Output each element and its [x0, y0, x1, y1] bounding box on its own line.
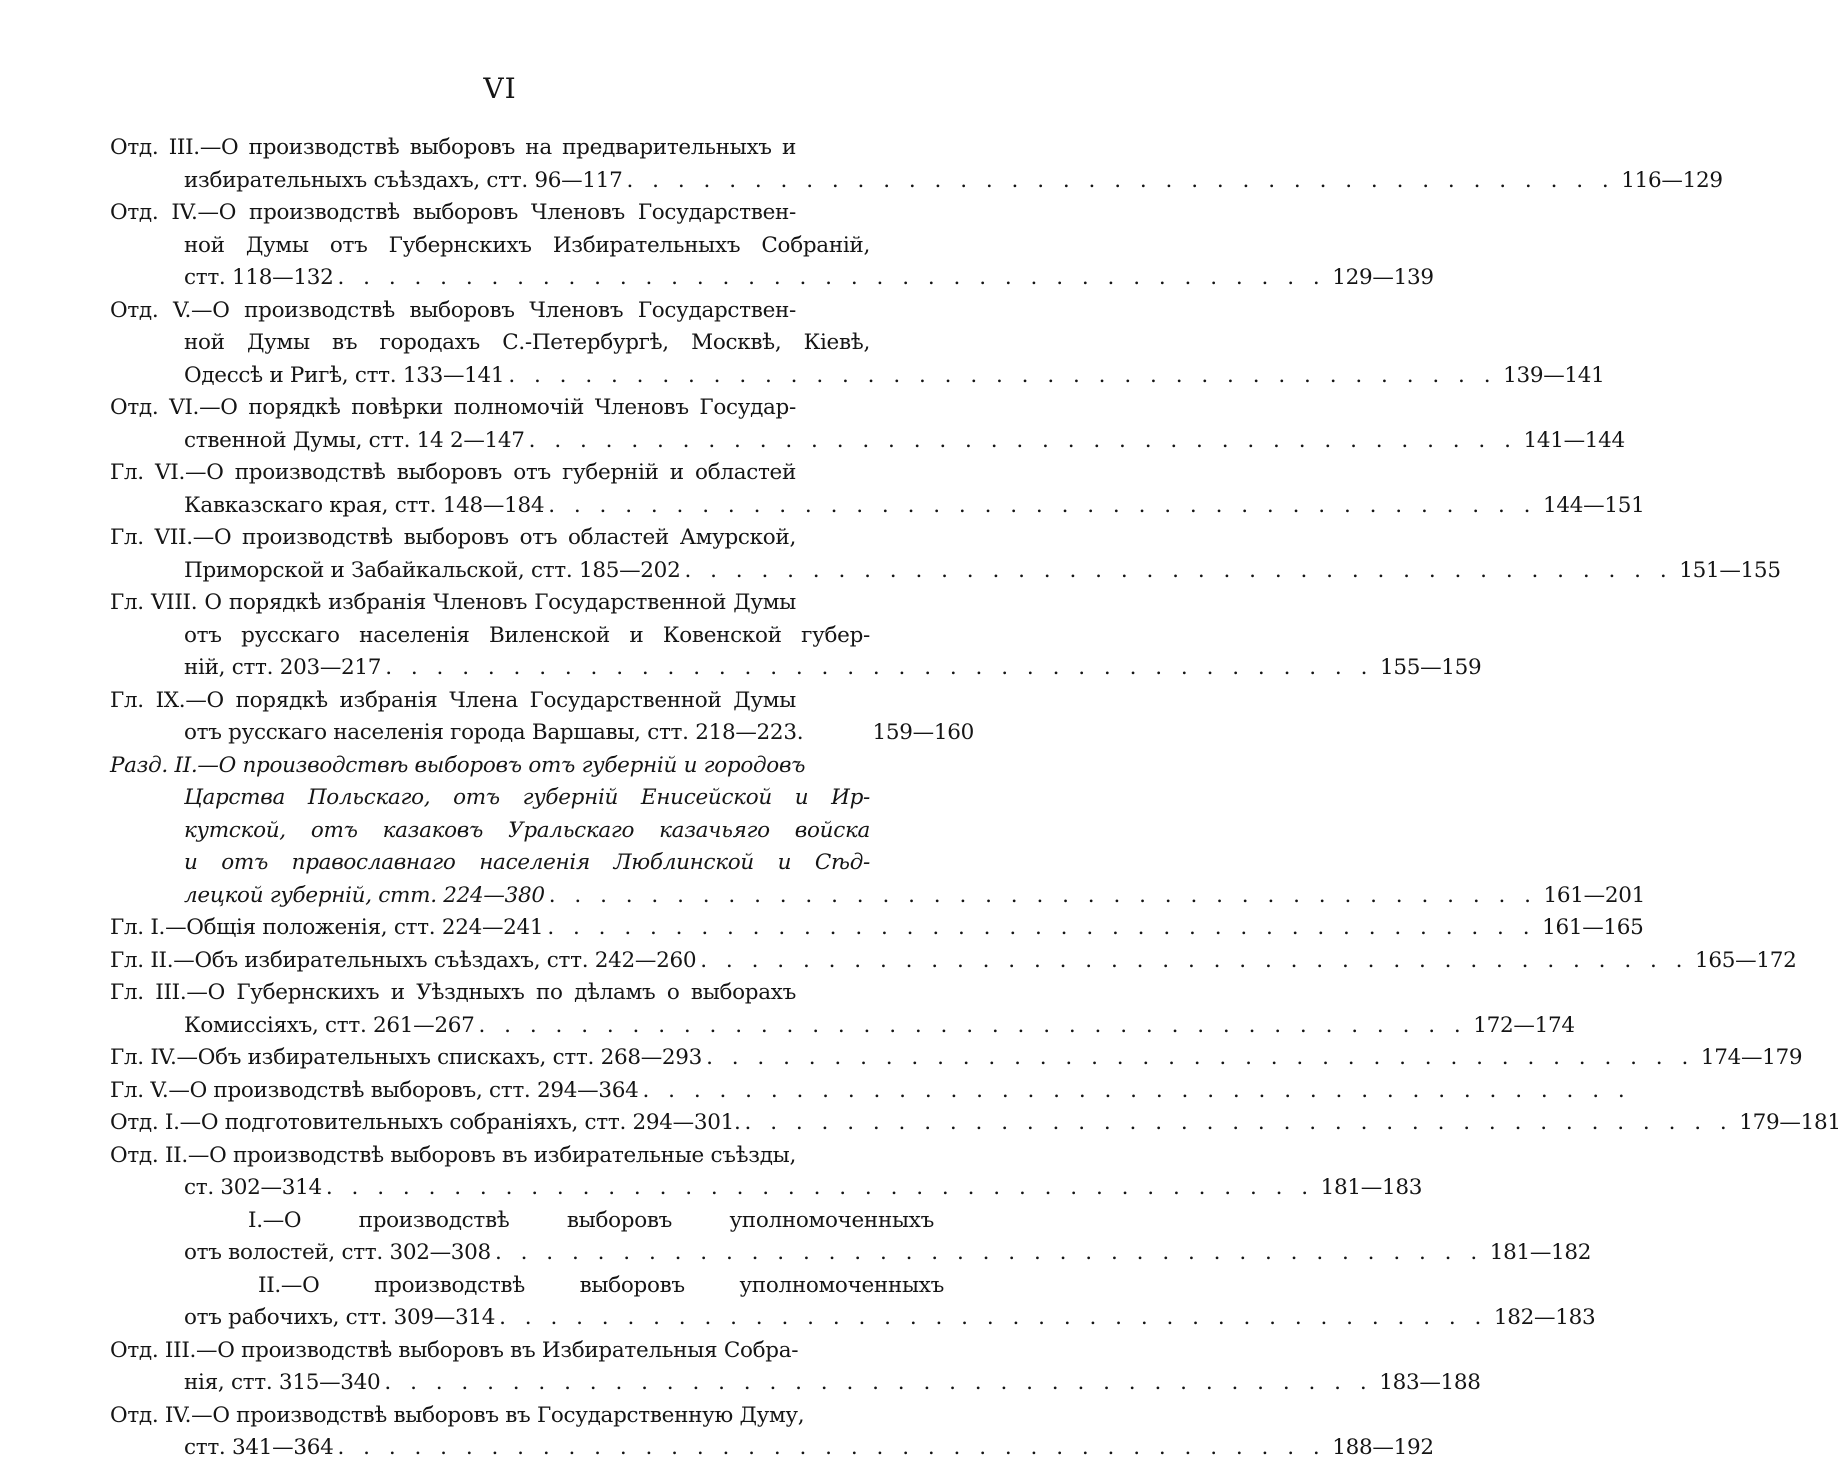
entry-text-line: ной Думы отъ Губернскихъ Избирательныхъ Собраній,: [184, 232, 870, 258]
leader-dots: . . . . . . . . . . . . . . . . . . . . . . . . . . . . . . . . . . . . . . .: [744, 1110, 1733, 1135]
page-range: 116—129: [1621, 167, 1723, 193]
leader-dots: . . . . . . . . . . . . . . . . . . . . . . . . . . . . . . . . . . . . . . .: [478, 1012, 1467, 1038]
entry-text-line: Гл. I.—Общія положенія, стт. 224—241: [110, 915, 544, 940]
page-range: 139—141: [1503, 362, 1605, 388]
leader-dots: . . . . . . . . . . . . . . . . . . . . . . . . . . . . . . . . . . . . . . .: [337, 1435, 1326, 1460]
entry-text-line: Кавказскаго края, стт. 148—184: [184, 492, 545, 518]
page-range: 181—182: [1489, 1240, 1592, 1265]
page-range: 174—179: [1700, 1045, 1803, 1070]
toc-entry: [110, 1205, 1592, 1270]
toc-entry: [110, 197, 1434, 295]
entry-text-line: Гл. IV.—Объ избирательныхъ спискахъ, стт. 268—293: [110, 1045, 703, 1070]
toc-entry: [110, 750, 1645, 913]
leader-dots: . . . . . . . . . . . . . . . . . . . . . . . . . . . . . . . . . . . . . . .: [548, 882, 1537, 908]
toc-entry: [110, 1270, 1596, 1335]
toc-entry: [110, 1107, 1841, 1140]
page-range: 182—183: [1493, 1305, 1596, 1330]
entry-text-line: Комиссіяхъ, стт. 261—267: [184, 1012, 475, 1038]
leader-dots: . . . . . . . . . . . . . . . . . . . . . . . . . . . . . . . . . . . . . . .: [494, 1240, 1484, 1265]
entry-text-line: II.—О производствѣ выборовъ уполномоченныхъ: [258, 1272, 944, 1298]
entry-text-line: Гл. VII.—О производствѣ выборовъ отъ областей Амурской,: [110, 525, 796, 550]
leader-dots: . . . . . . . . . . . . . . . . . . . . . . . . . . . . . . . . . . . . . . .: [706, 1045, 1695, 1070]
leader-dots: . . . . . . . . . . . . . . . . . . . . . . . . . . . . . . . . . . . . . . .: [642, 1077, 1631, 1103]
entry-text-line: Отд. IV.—О производствѣ выборовъ въ Государственную Думу,: [110, 1402, 805, 1428]
leader-dots: . . . . . . . . . . . . . . . . . . . . . . . . . . . . . . . . . . . . . . .: [528, 427, 1517, 453]
page-range: 172—174: [1473, 1012, 1575, 1038]
leader-dots: . . . . . . . . . . . . . . . . . . . . . . . . . . . . . . . . . . . . . . .: [337, 265, 1326, 290]
page-number: VI: [483, 72, 517, 105]
entry-text-line: и отъ православнаго населенія Люблинской и Сѣд-: [184, 850, 870, 875]
entry-text-line: Приморской и Забайкальской, стт. 185—202: [184, 557, 681, 583]
page-range: 151—155: [1679, 557, 1781, 583]
leader-dots: . . . . . . . . . . . . . . . . . . . . . . . . . . . . . . . . . . . . . . .: [547, 915, 1536, 940]
page-range: 159—160: [872, 720, 974, 745]
leader-dots: . . . . . . . . . . . . . . . . . . . . . . . . . . . . . . . . . . . . . . .: [700, 947, 1689, 973]
entry-text-line: стт. 341—364: [184, 1435, 334, 1460]
entry-text-line: Отд. I.—О подготовительныхъ собраніяхъ, стт. 294—301.: [110, 1110, 741, 1135]
entry-text-line: Отд. V.—О производствѣ выборовъ Членовъ Государствен-: [110, 297, 796, 323]
entry-text-line: Разд. II.—О производствѣ выборовъ отъ губерній и городовъ: [110, 752, 806, 778]
page-range: 183—188: [1379, 1370, 1481, 1395]
leader-dots: . . . . . . . . . . . . . . . . . . . . . . . . . . . . . . . . . . . . . . .: [626, 167, 1615, 193]
entry-text-line: Отд. IV.—О производствѣ выборовъ Членовъ Государствен-: [110, 200, 796, 225]
entry-text-line: Гл. IX.—О порядкѣ избранія Члена Государственной Думы: [110, 687, 796, 713]
entry-text-line: стт. 118—132: [184, 265, 334, 290]
page-range: 165—172: [1695, 947, 1797, 973]
entry-text-line: Гл. V.—О производствѣ выборовъ, стт. 294—364: [110, 1077, 639, 1103]
entry-text-line: кутской, отъ казаковъ Уральскаго казачьяго войска: [184, 817, 870, 843]
entry-text-line: Гл. VI.—О производствѣ выборовъ отъ губерній и областей: [110, 460, 796, 485]
page-range: 179—181: [1739, 1110, 1841, 1135]
leader-dots: . . . . . . . . . . . . . . . . . . . . . . . . . . . . . . . . . . . . . . .: [325, 1175, 1315, 1200]
entry-text-line: Отд. VI.—О порядкѣ повѣрки полномочій Членовъ Государ-: [110, 395, 796, 420]
page-range: 155—159: [1379, 655, 1482, 680]
leader-dots: . . . . . . . . . . . . . . . . . . . . . . . . . . . . . . . . . . . . . . .: [384, 1370, 1373, 1395]
entry-text-line: избирательныхъ съѣздахъ, стт. 96—117: [184, 167, 623, 193]
toc-entry: [110, 977, 1575, 1042]
entry-text-line: отъ рабочихъ, стт. 309—314: [184, 1305, 496, 1330]
leader-dots: . . . . . . . . . . . . . . . . . . . . . . . . . . . . . . . . . . . . . . .: [499, 1305, 1488, 1330]
page-range: 129—139: [1332, 265, 1434, 290]
leader-dots: . . . . . . . . . . . . . . . . . . . . . . . . . . . . . . . . . . . . . . .: [385, 655, 1374, 680]
entry-text-line: отъ русскаго населенія Виленской и Ковенской губер-: [184, 622, 870, 648]
toc-entry: [110, 1140, 1423, 1205]
toc-entry: [110, 1042, 1803, 1075]
entry-text-line: Царства Польскаго, отъ губерній Енисейской и Ир-: [184, 785, 870, 810]
entry-text-line: лецкой губерній, стт. 224—380: [184, 882, 545, 908]
page-range: 188—192: [1332, 1435, 1434, 1460]
entry-text-line: ственной Думы, стт. 14 2—147: [184, 427, 525, 453]
leader-dots: . . . . . . . . . . . . . . . . . . . . . . . . . . . . . . . . . . . . . . .: [508, 362, 1497, 388]
leader-dots: . . . . . . . . . . . . . . . . . . . . . . . . . . . . . . . . . . . . . . .: [548, 492, 1537, 518]
toc-entry: [110, 1335, 1481, 1400]
entry-text-line: Гл. II.—Объ избирательныхъ съѣздахъ, стт. 242—260: [110, 947, 697, 973]
page-range: 181—183: [1320, 1175, 1423, 1200]
entry-text-line: Отд. III.—О производствѣ выборовъ на предварительныхъ и: [110, 135, 796, 160]
entry-text-line: отъ русскаго населенія города Варшавы, стт. 218—223.: [184, 720, 804, 745]
entry-text-line: Отд. III.—О производствѣ выборовъ въ Избирательныя Собра-: [110, 1337, 799, 1363]
toc-entry: [110, 587, 1482, 685]
toc-entry: [110, 522, 1781, 587]
entry-text-line: Гл. VIII. О порядкѣ избранія Членовъ Государственной Думы: [110, 590, 796, 615]
toc-entry: [110, 132, 1723, 197]
leader-dots: . . . . . . . . . . . . . . . . . . . . . . . . . . . . . . . . . . . . . . .: [684, 557, 1673, 583]
toc-entry: [110, 457, 1645, 522]
entry-text-line: отъ волостей, стт. 302—308: [184, 1240, 491, 1265]
toc-entry: [110, 1400, 1434, 1465]
toc-entry: [110, 945, 1797, 978]
table-of-contents: [110, 132, 1841, 1465]
toc-entry: [110, 685, 974, 750]
page-range: 141—144: [1523, 427, 1625, 453]
page-range: 161—201: [1543, 882, 1645, 908]
toc-entry: [110, 392, 1625, 457]
toc-entry: [110, 1075, 1631, 1108]
entry-text-line: ной Думы въ городахъ С.-Петербургѣ, Москвѣ, Кіевѣ,: [184, 330, 870, 355]
page-range: 161—165: [1542, 915, 1644, 940]
entry-text-line: Одессѣ и Ригѣ, стт. 133—141: [184, 362, 505, 388]
toc-entry: [110, 912, 1644, 945]
entry-text-line: нія, стт. 315—340: [184, 1370, 381, 1395]
entry-text-line: Отд. II.—О производствѣ выборовъ въ избирательные съѣзды,: [110, 1142, 796, 1168]
entry-text-line: ній, стт. 203—217: [184, 655, 382, 680]
entry-text-line: I.—О производствѣ выборовъ уполномоченныхъ: [248, 1207, 934, 1233]
entry-text-line: ст. 302—314: [184, 1175, 322, 1200]
toc-entry: [110, 295, 1605, 393]
page-range: 144—151: [1542, 492, 1645, 518]
entry-text-line: Гл. III.—О Губернскихъ и Уѣздныхъ по дѣламъ о выборахъ: [110, 980, 796, 1005]
